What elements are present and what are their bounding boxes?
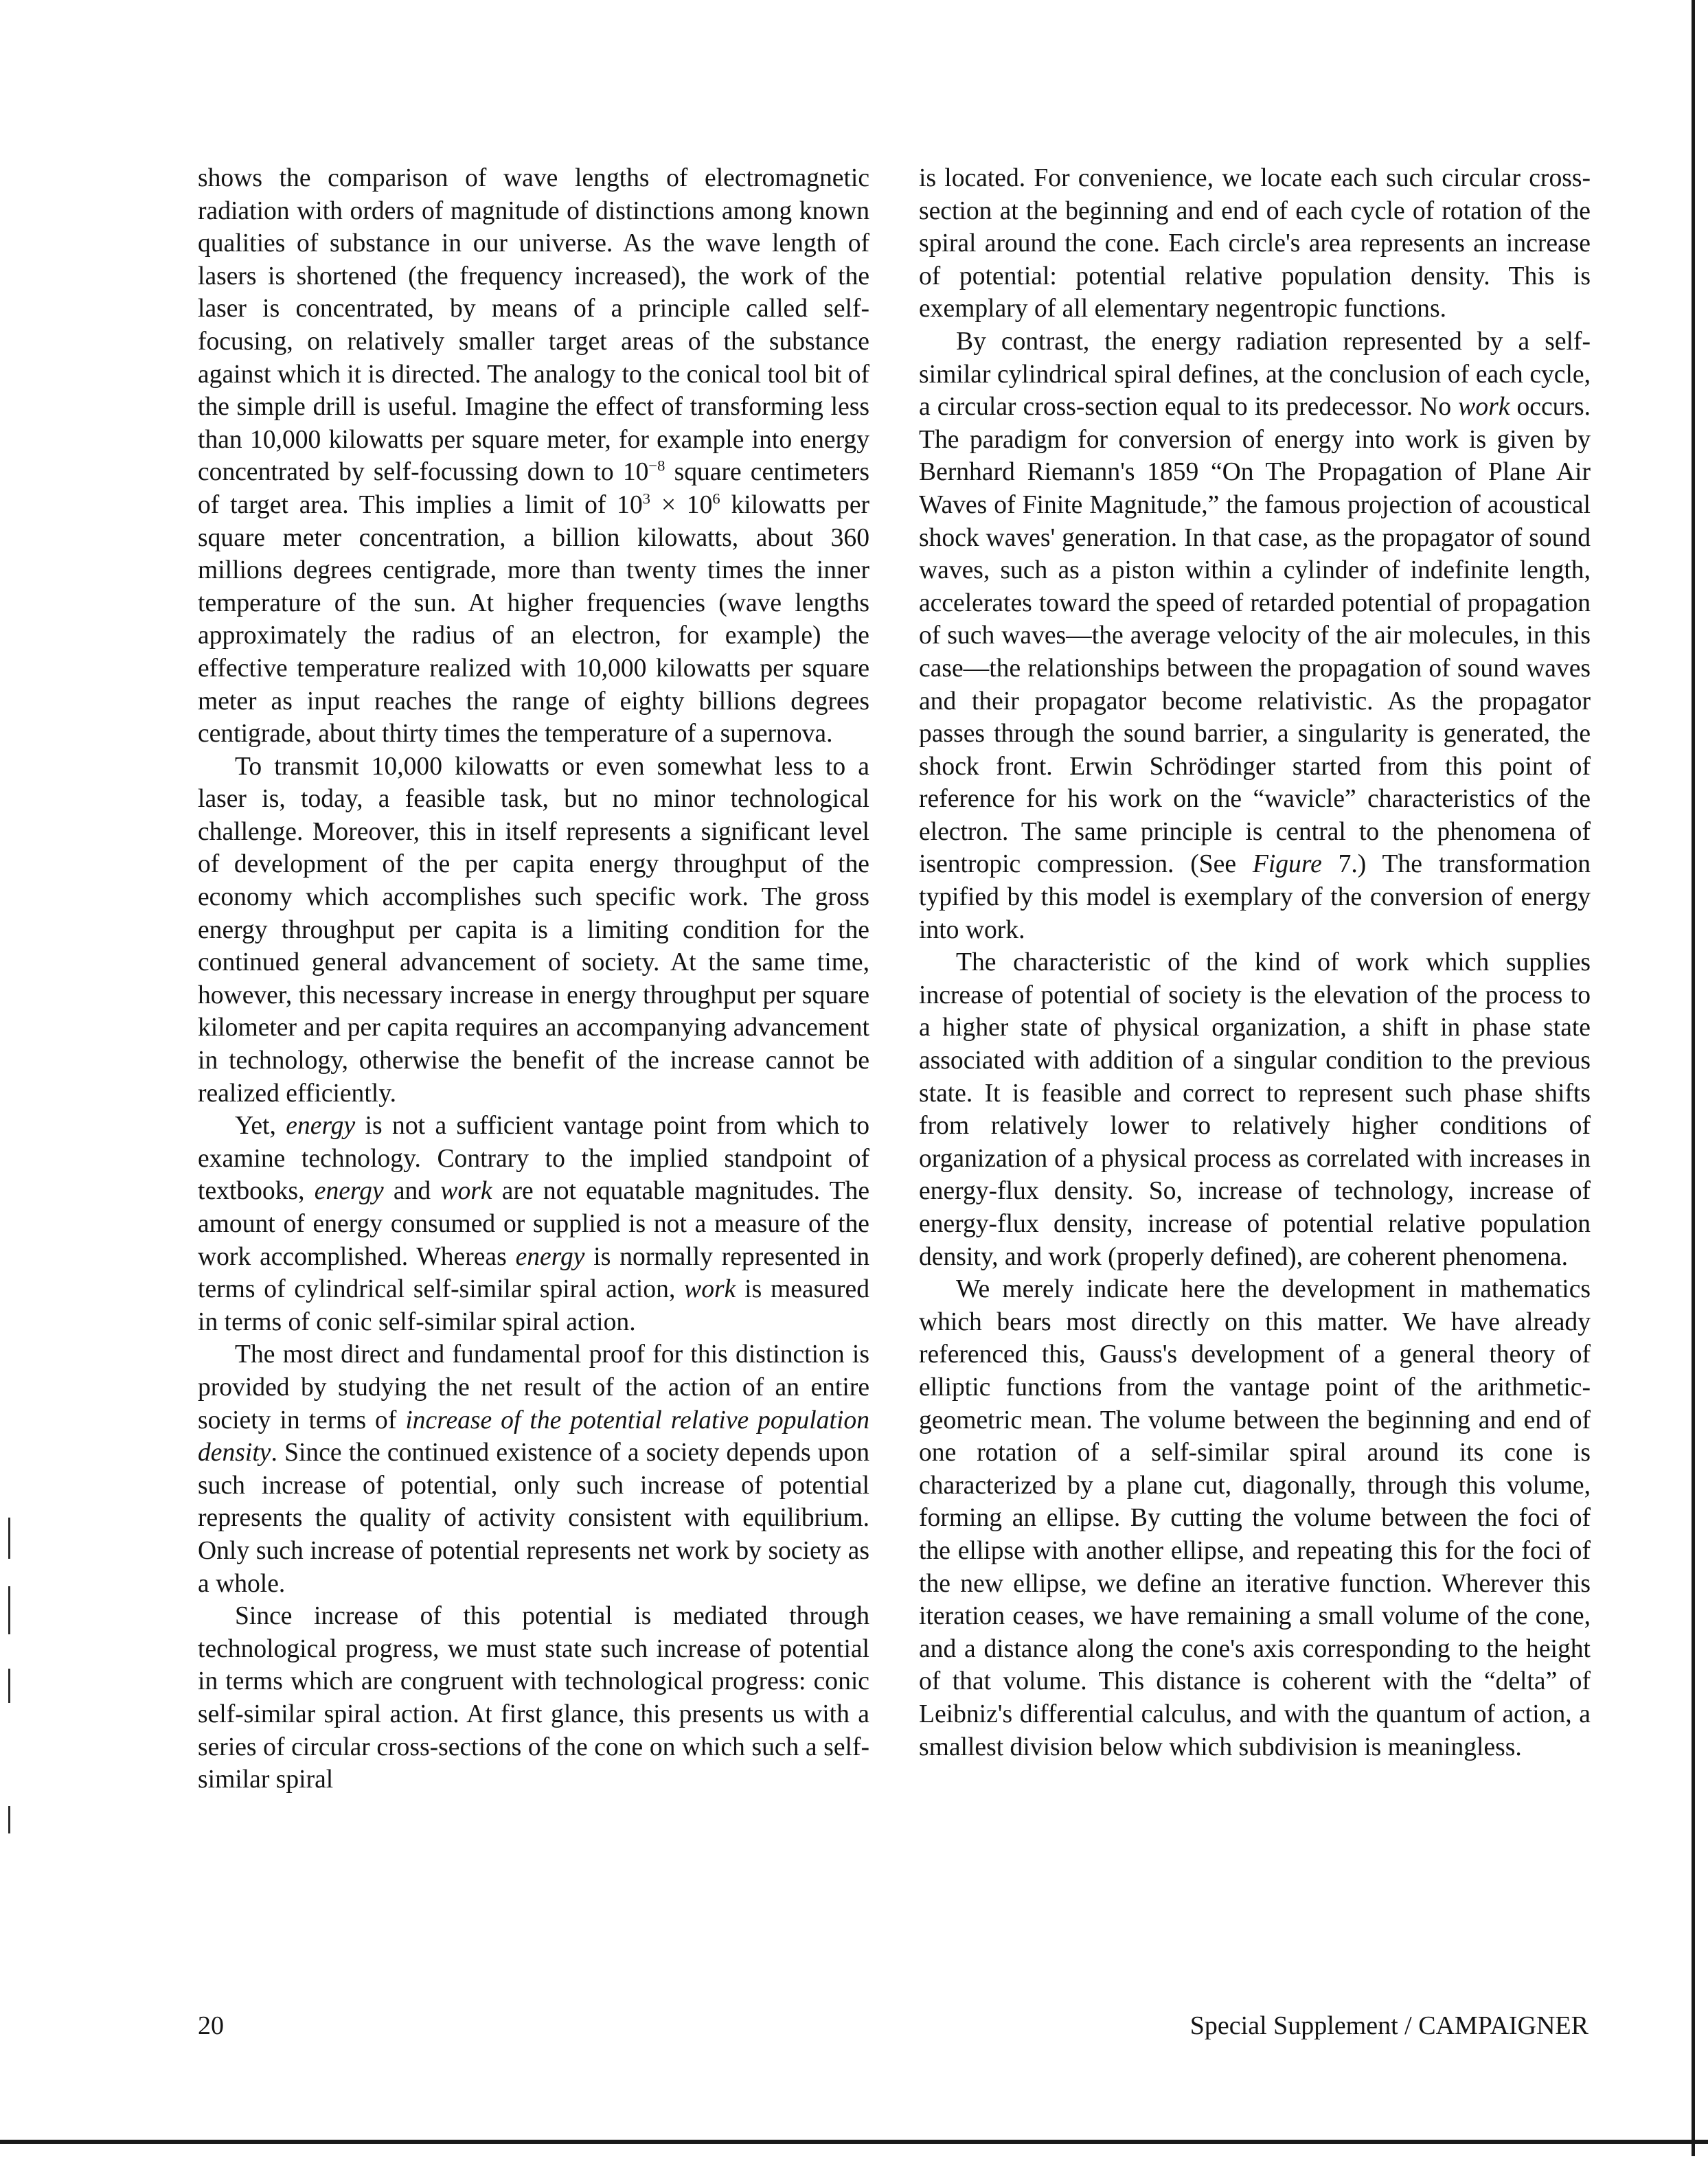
paragraph: The characteristic of the kind of work which supplies increase of potential of society is the elevation of the process to a higher state of physical organization, a shift in phase state associated with addition of a singular condition to the previous state. It is feasible and correct to represent such phase shifts from relatively lower to relatively higher conditions of organization of a physical process as correlated with increases in energy-flux density. So, increase of technology, increase of energy-flux density, increase of potential relative population density, and work (properly defined), are coherent phenomena. <box>919 948 1591 1271</box>
margin-mark <box>8 1806 10 1833</box>
paragraph: Yet, energy is not a sufficient vantage point from which to examine technology. Contrary to the implied standpoint of textbooks, energy and work are not equatable magnitudes. The amount of energy consumed or supplied is not a measure of the work accomplished. Whereas energy is normally represented in terms of cylindrical self-similar spiral action, work is measured in terms of conic self-similar spiral action. <box>198 1112 870 1336</box>
page-number: 20 <box>198 2011 224 2040</box>
paragraph: Since increase of this potential is mediated through technological progress, we must state such increase of potential in terms which are congruent with technological progress: conic self-similar spiral action. At first glance, this presents us with a series of circular cross-sections of the cone on which such a self-similar spiral <box>198 1602 869 1794</box>
paragraph: We merely indicate here the development in mathematics which bears most directly on this matter. We have already referenced this, Gauss's development of a general theory of elliptic functions from the vantage point of the arithmetic-geometric mean. The volume between the beginning and end of one rotation of a self-similar spiral around its cone is characterized by a plane cut, diagonally, through this volume, forming an ellipse. By cutting the volume between the foci of the ellipse with another ellipse, and repeating this for the foci of the new ellipse, we define an iterative function. Wherever this iteration ceases, we have remaining a small volume of the cone, and a distance along the cone's axis corresponding to the height of that volume. This distance is coherent with the “delta” of Leibniz's differential calculus, and with the quantum of action, a smallest division below which subdivision is meaningless. <box>919 1275 1591 1761</box>
right-text-column <box>919 162 1591 1763</box>
paragraph: By contrast, the energy radiation represented by a self-similar cylindrical spiral defines, at the conclusion of each cycle, a circular cross-section equal to its predecessor. No work occurs. The paradigm for conversion of energy into work is given by Bernhard Riemann's 1859 “On The Propagation of Plane Air Waves of Finite Magnitude,” the famous projection of acoustical shock waves' generation. In that case, as the propagator of sound waves, such as a piston within a cylinder of indefinite length, accelerates toward the speed of retarded potential of propagation of such waves—the average velocity of the air molecules, in this case—the relationships between the propagation of sound waves and their propagator become relativistic. As the propagator passes through the sound barrier, a singularity is generated, the shock front. Erwin Schrödinger started from this point of reference for his work on the “wavicle” characteristics of the electron. The same principle is central to the phenomena of isentropic compression. (See Figure 7.) The transformation typified by this model is exemplary of the conversion of energy into work. <box>919 327 1591 944</box>
paragraph: shows the comparison of wave lengths of electromagnetic radiation with orders of magnitude of distinctions among known qualities of substance in our universe. As the wave length of lasers is shortened (the frequency increased), the work of the laser is concentrated, by means of a principle called self-focusing, on relatively smaller target areas of the substance against which it is directed. The analogy to the conical tool bit of the simple drill is useful. Imagine the effect of transforming less than 10,000 kilowatts per square meter, for example into energy concentrated by self-focussing down to $10^{-8}$ square centimeters of target area. This implies a limit of $10^3 \times 10^6$ kilowatts per square meter concentration, a billion kilowatts, about 360 millions degrees centigrade, more than twenty times the inner temperature of the sun. At higher frequencies (wave lengths approximately the radius of an electron, for example) the effective temperature realized with 10,000 kilowatts per square meter as input reaches the range of eighty billions degrees centigrade, about thirty times the temperature of a supernova. <box>198 164 870 748</box>
page-edge-line <box>0 2140 1708 2144</box>
margin-mark <box>8 1586 10 1634</box>
running-title: Special Supplement / CAMPAIGNER <box>1189 2011 1589 2040</box>
paragraph: is located. For convenience, we locate each such circular cross-section at the beginning and end of each cycle of rotation of the spiral around the cone. Each circle's area represents an increase of potential: potential relative population density. This is exemplary of all elementary negentropic functions. <box>919 164 1591 323</box>
margin-mark <box>8 1669 10 1703</box>
paragraph: To transmit 10,000 kilowatts or even somewhat less to a laser is, today, a feasible task, but no minor technological challenge. Moreover, this in itself represents a significant level of development of the per capita energy throughput of the economy which accomplishes such specific work. The gross energy throughput per capita is a limiting condition for the continued general advancement of society. At the same time, however, this necessary increase in energy throughput per square kilometer and per capita requires an accompanying advancement in technology, otherwise the benefit of the increase cannot be realized efficiently. <box>198 752 869 1108</box>
paragraph: The most direct and fundamental proof for this distinction is provided by studying the net result of the action of an entire society in terms of increase of the potential relative population density. Since the continued existence of a society depends upon such increase of potential, only such increase of potential represents the quality of activity consistent with equilibrium. Only such increase of potential represents net work by society as a whole. <box>198 1340 869 1598</box>
left-text-column <box>198 162 869 1796</box>
page-edge-line <box>1692 0 1695 2156</box>
margin-mark <box>8 1518 10 1559</box>
